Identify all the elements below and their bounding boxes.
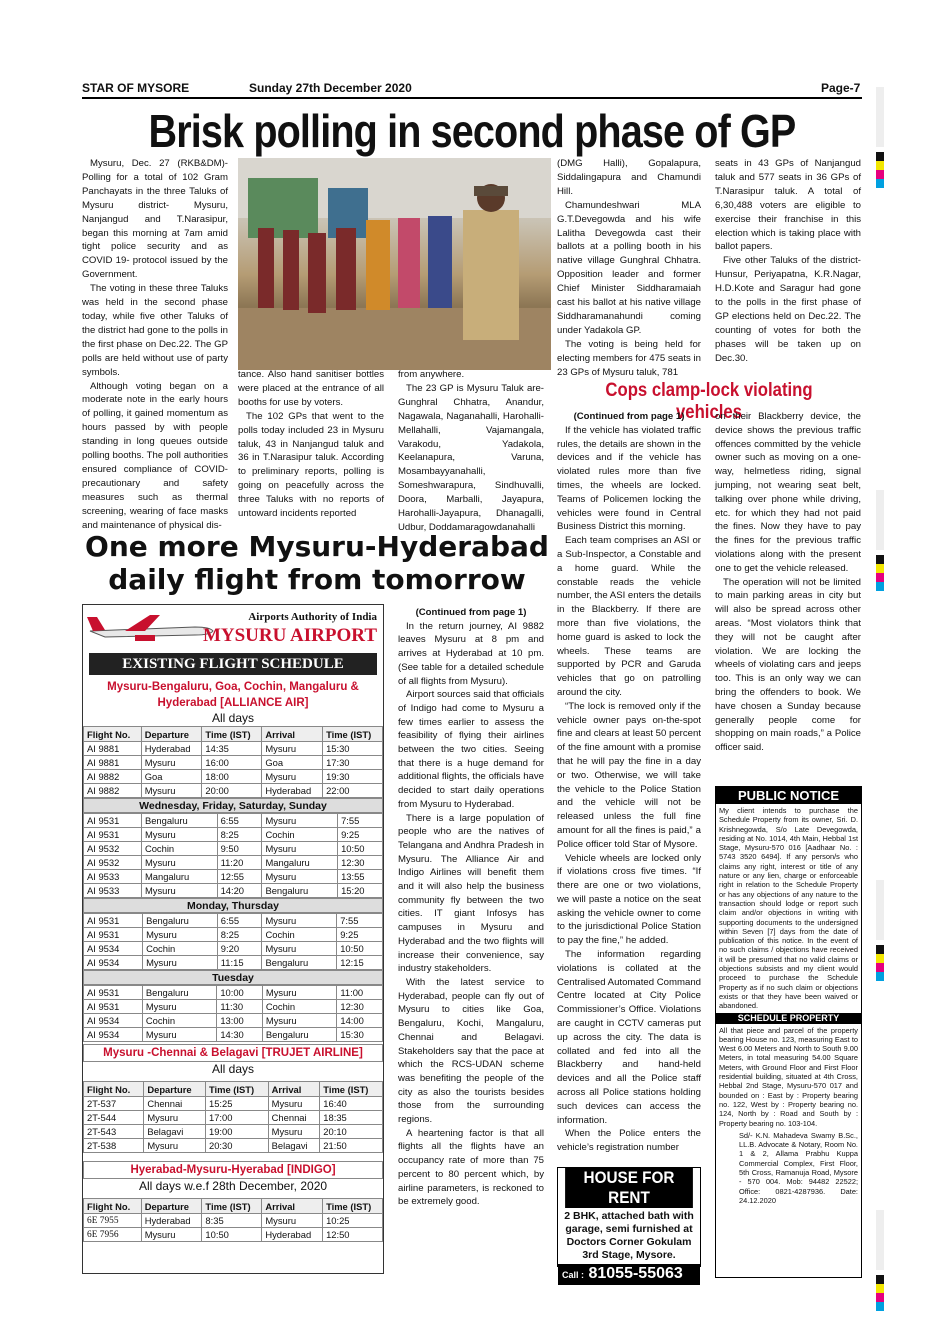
table-cell: 9:20 xyxy=(217,942,262,956)
table-row xyxy=(84,828,383,842)
paragraph: Airport sources said that officials of Indigo had come to Mysuru a few times earlier to assess the feasibility of flying their airlines between the two cities. Seeing that there is a huge demand for additional flights, the officials have decided to start daily operations from Mysuru to Hyderabad. xyxy=(398,689,544,810)
paragraph: Although voting began on a moderate note in the early hours of polling, it gained momentum as hours passed by with people standing in long queues outside polling booths. The poll authorities ensured compliance of COVID-precautionary and safety measures such as thermal screening, wearing of face masks and maintenance of physical dis- xyxy=(82,380,228,531)
paragraph: “The lock is removed only if the vehicle owner pays on-the-spot fine and clears at least 50 percent of the fine amount with a promise that he will pay the fine in a day or two. Otherwise, we will take the vehicle to the Police Station and the vehicle will not be released unless the full fine amount for all the fines is paid,” a Police officer told Star of Mysore. xyxy=(557,700,701,850)
table-cell: AI 9531 xyxy=(84,914,143,928)
table-cell: 10:50 xyxy=(202,1228,262,1242)
paragraph: from anywhere. xyxy=(398,369,465,380)
table-cell: Mysuru xyxy=(262,870,338,884)
paragraph: When the Police enters the vehicle’s registration number xyxy=(557,1128,701,1154)
table-cell: Mysuru xyxy=(141,784,202,798)
table-cell: Cochin xyxy=(262,928,337,942)
schedule-property-title: SCHEDULE PROPERTY xyxy=(716,1013,861,1024)
table-row xyxy=(84,956,383,970)
table-cell: 7:55 xyxy=(338,814,383,828)
flight-schedule-box xyxy=(82,604,384,1274)
table-cell: 12:15 xyxy=(337,956,383,970)
schedule-table xyxy=(83,813,383,898)
table-cell: 10:50 xyxy=(338,842,383,856)
days-bar: Wednesday, Friday, Saturday, Sunday xyxy=(83,798,383,813)
table-cell: 2T-544 xyxy=(84,1111,144,1125)
table-cell: AI 9531 xyxy=(84,814,142,828)
table-cell: 2T-538 xyxy=(84,1139,144,1153)
table-row xyxy=(84,942,383,956)
table-cell: Mysuru xyxy=(141,856,217,870)
photo-illustration xyxy=(238,158,551,370)
table-row xyxy=(84,756,383,770)
table-cell: Cochin xyxy=(141,842,217,856)
table-row xyxy=(84,1139,383,1153)
table-cell: Mysuru xyxy=(143,928,218,942)
table-cell: Chennai xyxy=(144,1097,206,1111)
schedule-table xyxy=(83,1081,383,1153)
table-cell: 2T-537 xyxy=(84,1097,144,1111)
table-cell: 22:00 xyxy=(323,784,383,798)
table-cell: AI 9533 xyxy=(84,884,142,898)
registration-strip xyxy=(876,880,884,940)
gp-col-1 xyxy=(82,157,228,532)
headline-flight xyxy=(82,530,552,596)
table-cell: 20:00 xyxy=(202,784,262,798)
paragraph: In the return journey, AI 9882 leaves Mysuru at 8 pm and arrives at Hyderabad at 10 pm. (See table for a detailed schedule of all flights from Mysuru). xyxy=(398,620,544,687)
schedule-table xyxy=(83,1198,383,1242)
headline-line: One more Mysuru-Hyderabad xyxy=(85,530,549,563)
table-cell: 16:00 xyxy=(202,756,262,770)
table-cell: 8:25 xyxy=(217,828,262,842)
cops-col-2 xyxy=(715,410,861,755)
gp-col-4 xyxy=(557,157,701,380)
table-cell: Hyderabad xyxy=(262,784,323,798)
paper-name: STAR OF MYSORE xyxy=(82,81,190,95)
paragraph: If the vehicle has violated traffic rules, the details are shown in the devices and if the vehicle has violated rules more than five times, the wheels are locked. Teams of Policemen locking the vehicles were found in Central Business District this morning. xyxy=(557,424,701,533)
table-row xyxy=(84,814,383,828)
advocate-signature: Sd/- K.N. Mahadeva Swamy B.Sc., LL.B. Advocate & Notary, Room No. 1 & 2, Allama Prabhu Kuppa Commercial Complex, First Floor, 5th Cross, Ramanuja Road, Mysore - 570 004. Mob: 94482 22522; Office: 0821-4287936. Date: 24.12.2020 xyxy=(739,1130,858,1205)
table-row xyxy=(84,870,383,884)
call-label: Call : xyxy=(562,1270,585,1280)
table-cell: 15:25 xyxy=(205,1097,268,1111)
col-header: Time (IST) xyxy=(323,727,383,742)
table-cell: 2T-543 xyxy=(84,1125,144,1139)
table-cell: 11:30 xyxy=(217,1000,263,1014)
page-number: Page-7 xyxy=(821,81,861,95)
ad-title: HOUSE FOR RENT xyxy=(565,1168,693,1208)
registration-strip xyxy=(876,490,884,550)
table-cell: 12:30 xyxy=(337,1000,383,1014)
table-cell: AI 9534 xyxy=(84,956,143,970)
col-header: Departure xyxy=(144,1082,206,1097)
table-row xyxy=(84,884,383,898)
table-cell: Mysuru xyxy=(262,1214,323,1228)
paragraph: The 23 GP is Mysuru Taluk are- Gunghral Chhatra, Anandur, Nagawala, Naganahalli, Harohalli-Mellahalli, Vajamangala, Varakodu, Yadakola, Keelanapura, Varuna, Mosambayyanahalli, Someshwarapura, Sindhuvalli, Doora, Marballi, Jayapura, Harohalli-Jayapura, Dhanagalli, Udbur, Doddamaragowdanahalli xyxy=(398,382,544,533)
table-cell: 14:35 xyxy=(202,742,262,756)
paragraph: The operation will not be limited to main parking areas in city but will also be spread across other areas. “Most violators think that they will not be caught after violation. We are locking the wheels of violating cars and jeeps too. This is an only way we can bring the offenders to book. We have chosen a Sunday because generally people come for shopping on main roads,” a Police officer said. xyxy=(715,576,861,754)
col-header: Time (IST) xyxy=(202,727,262,742)
paragraph: There is a large population of people who are the natives of Telangana and Andhra Pradesh in Mysuru. The Alliance Air and Indigo Airlines will benefit them and it will also help the business community fly between the two cities. IT giant Infosys has campuses in Mysuru and Hyderabad and the two flights will increase their convenience, say industry stakeholders. xyxy=(398,812,544,975)
table-cell: Cochin xyxy=(262,828,338,842)
paragraph: Mysuru, Dec. 27 (RKB&DM)- Polling for a total of 102 Gram Panchayats in the three Taluks of Mysuru district- Mysuru, Nanjangud and T.Narasipur, began this morning at 7am amid tight police security and as COVID 19- protocol issued by the Government. xyxy=(82,158,228,281)
table-cell: Mysuru xyxy=(141,828,217,842)
table-cell: AI 9531 xyxy=(84,928,143,942)
table-cell: 13:00 xyxy=(217,1014,263,1028)
registration-strip xyxy=(876,1210,884,1270)
table-row xyxy=(84,770,383,784)
table-cell: 10:00 xyxy=(217,986,263,1000)
paragraph: tance. Also hand sanitiser bottles were placed at the entrance of all booths for use by voters. xyxy=(238,369,384,408)
table-cell: 20:10 xyxy=(320,1125,383,1139)
table-cell: 12:55 xyxy=(217,870,262,884)
table-cell: 14:00 xyxy=(337,1014,383,1028)
schedule-banner: EXISTING FLIGHT SCHEDULE xyxy=(89,653,377,675)
registration-mark xyxy=(876,1275,884,1311)
paragraph: The voting in these three Taluks was held in the second phase today, while five other Taluks of the district had gone to the polls in the first phase on Dec.22. The GP polls are held without use of party symbols. xyxy=(82,283,228,378)
table-cell: 18:00 xyxy=(202,770,262,784)
table-row xyxy=(84,1000,383,1014)
table-cell: AI 9533 xyxy=(84,870,142,884)
gp-col-5 xyxy=(715,157,861,366)
table-cell: Goa xyxy=(141,770,202,784)
table-cell: Mysuru xyxy=(141,756,202,770)
continued-label: (Continued from page 1) xyxy=(415,607,527,618)
days-bar: Monday, Thursday xyxy=(83,898,383,913)
ad-body: 2 BHK, attached bath with garage, semi furnished at Doctors Corner Gokulam 3rd Stage, Mysore. xyxy=(564,1210,694,1261)
table-cell: Cochin xyxy=(262,1000,336,1014)
table-cell: Mysuru xyxy=(142,1028,216,1042)
table-cell: AI 9534 xyxy=(84,1014,143,1028)
table-cell: 7:55 xyxy=(337,914,383,928)
table-cell: AI 9534 xyxy=(84,1028,143,1042)
table-cell: Bengaluru xyxy=(142,986,216,1000)
table-cell: 19:30 xyxy=(323,770,383,784)
table-cell: 19:00 xyxy=(205,1125,268,1139)
table-cell: Bengaluru xyxy=(262,1028,336,1042)
registration-mark xyxy=(876,945,884,981)
table-cell: AI 9532 xyxy=(84,842,142,856)
table-cell: Mysuru xyxy=(262,914,337,928)
table-cell: AI 9531 xyxy=(84,1000,143,1014)
table-row xyxy=(84,1228,383,1242)
table-row xyxy=(84,1214,383,1228)
table-cell: Belagavi xyxy=(144,1125,206,1139)
table-cell: Bengaluru xyxy=(141,814,217,828)
ad-phone: 81055-55063 xyxy=(588,1265,683,1282)
table-cell: AI 9532 xyxy=(84,856,142,870)
col-header: Flight No. xyxy=(84,727,142,742)
table-cell: Mysuru xyxy=(143,956,218,970)
table-row xyxy=(84,784,383,798)
issue-date: Sunday 27th December 2020 xyxy=(249,81,412,95)
section-title: Mysuru -Chennai & Belagavi [TRUJET AIRLINE] xyxy=(83,1044,383,1062)
table-cell: 16:40 xyxy=(320,1097,383,1111)
table-cell: Mysuru xyxy=(144,1139,206,1153)
table-cell: 10:50 xyxy=(337,942,383,956)
table-cell: AI 9531 xyxy=(84,828,142,842)
paragraph: The voting is being held for electing members for 475 seats in 23 GPs of Mysuru taluk, 781 xyxy=(557,338,701,378)
gp-col-3 xyxy=(398,368,544,535)
col-header: Time (IST) xyxy=(320,1082,383,1097)
notice-title: PUBLIC NOTICE xyxy=(716,787,861,804)
table-cell: 6E 7955 xyxy=(84,1214,142,1228)
schedule-table xyxy=(83,913,383,970)
table-cell: Mysuru xyxy=(262,942,337,956)
paragraph: Each team comprises an ASI or a Sub-Inspector, a Constable and a home guard. While the constable reads the vehicle number, the ASI enters the details in the Blackberry. If there are more than five violations, the home guard is asked to lock the wheels. These teams are supported by PCR and Garuda vehicles that go on patrolling around the city. xyxy=(557,535,701,698)
table-cell: 6:55 xyxy=(217,814,262,828)
polling-queue-photo xyxy=(238,158,551,370)
table-row xyxy=(84,1097,383,1111)
table-cell: AI 9534 xyxy=(84,942,143,956)
table-cell: 15:30 xyxy=(323,742,383,756)
table-cell: Hyderabad xyxy=(262,1228,323,1242)
table-cell: Hyderabad xyxy=(141,742,202,756)
public-notice xyxy=(715,786,862,1278)
table-cell: 9:25 xyxy=(337,928,383,942)
airport-name: MYSURU AIRPORT xyxy=(202,625,377,646)
airplane-icon xyxy=(85,609,215,649)
registration-mark xyxy=(876,152,884,188)
table-cell: Mysuru xyxy=(141,884,217,898)
table-row xyxy=(84,914,383,928)
table-cell: 17:30 xyxy=(323,756,383,770)
col-header: Departure xyxy=(141,1199,202,1214)
header-rule xyxy=(82,97,862,99)
table-cell: 12:50 xyxy=(323,1228,383,1242)
col-header: Arrival xyxy=(262,1199,323,1214)
paragraph: Vehicle wheels are locked only if violations cross five times. “If there are one or two violations, we will paste a notice on the seat asking the vehicle owner to come to the jurisdictional Police Station to pay the fine,” he added. xyxy=(557,852,701,947)
col-header: Time (IST) xyxy=(202,1199,262,1214)
table-row xyxy=(84,1014,383,1028)
schedule-property-body: All that piece and parcel of the property bearing House no. 123, measuring East to West 6.00 Meters and North to South 9.00 Meters, in total measuring 54.00 Square Meters, with Ground Floor and First Floor residential building, situated at 4th Cross, Hebbal 2nd Stage, Mysuru-570 017 and bounded on : East by : Property bearing no. 122, West by : Property bearing no. 124, North by : Road and South by : Property bearing no. 103-104. xyxy=(719,1025,858,1128)
table-cell: Bengaluru xyxy=(262,884,338,898)
table-cell: Mysuru xyxy=(268,1125,320,1139)
section-title: Hyerabad-Mysuru-Hyerabad [INDIGO] xyxy=(83,1161,383,1179)
table-cell: AI 9881 xyxy=(84,756,142,770)
table-cell: Mysuru xyxy=(262,842,338,856)
flight-story-col xyxy=(398,606,544,1209)
table-cell: 8:35 xyxy=(202,1214,262,1228)
col-header: Arrival xyxy=(262,727,323,742)
gp-col-2 xyxy=(238,368,384,521)
section-days: All days xyxy=(211,711,255,725)
ad-phone-bar xyxy=(558,1264,700,1285)
table-cell: 18:35 xyxy=(320,1111,383,1125)
table-row xyxy=(84,928,383,942)
days-bar: Tuesday xyxy=(83,970,383,985)
table-cell: 20:30 xyxy=(205,1139,268,1153)
table-cell: Mangaluru xyxy=(262,856,338,870)
col-header: Departure xyxy=(141,727,202,742)
table-cell: Mangaluru xyxy=(141,870,217,884)
table-cell: 13:55 xyxy=(338,870,383,884)
section-title: Mysuru-Bengaluru, Goa, Cochin, Mangaluru & Hyderabad [ALLIANCE AIR] xyxy=(107,681,359,709)
table-cell: Hyderabad xyxy=(141,1214,202,1228)
table-cell: AI 9882 xyxy=(84,770,142,784)
table-cell: 9:25 xyxy=(338,828,383,842)
table-cell: 14:20 xyxy=(217,884,262,898)
table-cell: Mysuru xyxy=(262,986,336,1000)
headline-gp-polls: Brisk polling in second phase of GP xyxy=(148,105,796,157)
table-cell: 17:00 xyxy=(205,1111,268,1125)
table-cell: Mysuru xyxy=(142,1000,216,1014)
table-cell: Mysuru xyxy=(262,814,338,828)
table-cell: Mysuru xyxy=(144,1111,206,1125)
section-days: All days w.e.f 28th December, 2020 xyxy=(138,1179,328,1193)
section-days: All days xyxy=(211,1062,255,1076)
table-cell: Belagavi xyxy=(268,1139,320,1153)
table-cell: Mysuru xyxy=(141,1228,202,1242)
col-header: Time (IST) xyxy=(205,1082,268,1097)
schedule-table xyxy=(83,985,383,1042)
headline-line: daily flight from tomorrow xyxy=(108,563,526,596)
table-cell: Chennai xyxy=(268,1111,320,1125)
table-cell: Mysuru xyxy=(262,742,323,756)
continued-label: (Continued from page 1) xyxy=(573,411,685,422)
paragraph: Five other Taluks of the district-Hunsur, Periyapatna, K.R.Nagar, H.D.Kote and Saragur had gone to the polls in the first phase of GP elections held on Dec.22. The counting of votes for both the phases will be taken up on Dec.30. xyxy=(715,255,861,364)
col-header: Time (IST) xyxy=(323,1199,383,1214)
table-cell: 15:30 xyxy=(337,1028,383,1042)
table-cell: Goa xyxy=(262,756,323,770)
paragraph: (DMG Halli), Gopalapura, Siddalingapura and Chamundi Hill. xyxy=(557,158,701,197)
table-cell: 21:50 xyxy=(320,1139,383,1153)
table-cell: 14:30 xyxy=(217,1028,263,1042)
table-cell: Cochin xyxy=(142,1014,216,1028)
paragraph: The 102 GPs that went to the polls today included 23 in Mysuru taluk, 43 in Nanjangud taluk and 36 in T.Narasipur taluk. According to preliminary reports, polling is going on peacefully across the three Taluks with no reports of untoward incidents reported xyxy=(238,410,384,520)
paragraph: Chamundeshwari MLA G.T.Devegowda and his wife Lalitha Devegowda cast their ballots at a polling booth in his native village Gunghral Chhatra. Opposition leader and former Chief Minister Siddharamaiah cast his ballot at his native village Siddharamanahundi coming under Yadakola GP. xyxy=(557,199,701,336)
table-row xyxy=(84,1111,383,1125)
table-row xyxy=(84,1028,383,1042)
table-cell: Mysuru xyxy=(268,1097,320,1111)
table-cell: 10:25 xyxy=(323,1214,383,1228)
table-row xyxy=(84,986,383,1000)
table-cell: 11:00 xyxy=(337,986,383,1000)
table-cell: Mysuru xyxy=(262,1014,336,1028)
house-rent-ad xyxy=(557,1167,701,1282)
paragraph: A heartening factor is that all flights all the flights have an occupancy rate of more than 75 percent to 80 percent which, by airline parameters, is reckoned to be extremely good. xyxy=(398,1127,544,1208)
col-header: Flight No. xyxy=(84,1082,144,1097)
cops-col-1 xyxy=(557,410,701,1155)
paragraph: on their Blackberry device, the device shows the previous traffic offences committed by the vehicle owner such as moving on a one-way, helmetless riding, signal jumping, not wearing seat belt, talking over phone while driving, etc. for which they had not paid the fines. Now they have to pay the fines for the previous traffic violations along with the present one to get the vehicle released. xyxy=(715,411,861,574)
col-header: Arrival xyxy=(268,1082,320,1097)
table-cell: AI 9882 xyxy=(84,784,142,798)
registration-mark xyxy=(876,555,884,591)
table-cell: 12:30 xyxy=(338,856,383,870)
table-cell: 6E 7956 xyxy=(84,1228,142,1242)
table-cell: Mysuru xyxy=(262,770,323,784)
table-cell: 9:50 xyxy=(217,842,262,856)
registration-strip xyxy=(876,87,884,147)
table-cell: 15:20 xyxy=(338,884,383,898)
notice-body: My client intends to purchase the Schedule Property from its owner, Sri. D. Krishnegowda, S/o Late Devegowda, residing at No. 1014, 4th Main, Hebbal 1st Stage, Mysuru-570 016 [Aadhaar No. : 5743 3520 6494]. If any person/s who claims any right, interest or title of any nature or any lien, charge or enforceable right in relation to the Schedule Property or has any objections of any nature to the transaction should lodge or report such claim and/or objections in writing with supporting documents to the undersigned within Seven [7] days from the date of publication of this notice. In the event of no such claims / objections have received it will be presumed that no valid claims or objections subsists and my client would proceed to purchase the Schedule Property as if no such claim or objections exists or that they have been waived or abandoned. xyxy=(719,806,858,1011)
table-cell: AI 9531 xyxy=(84,986,143,1000)
table-cell: Bengaluru xyxy=(262,956,337,970)
table-cell: 11:15 xyxy=(217,956,262,970)
table-cell: Cochin xyxy=(143,942,218,956)
table-cell: AI 9881 xyxy=(84,742,142,756)
col-header: Flight No. xyxy=(84,1199,142,1214)
table-row xyxy=(84,1125,383,1139)
table-cell: 8:25 xyxy=(217,928,262,942)
headline-cops: Cops clamp-lock violating vehicles xyxy=(605,380,813,423)
paragraph: The information regarding violations is collated at the Centralised Automated Command Centre located at City Police Commissioner’s Office. Violations are caught in CCTV cameras put up across the city. The data is collated and fed into all the Blackberry and hand-held devices and all the Police staff across all Police stations holding such devices can access the information. xyxy=(557,949,701,1126)
table-row xyxy=(84,842,383,856)
paragraph: seats in 43 GPs of Nanjangud taluk and 577 seats in 36 GPs of T.Narasipur taluk. A total of 6,30,488 voters are eligible to exercise their franchise in this election which is taking place with ballot papers. xyxy=(715,158,861,253)
schedule-table xyxy=(83,726,383,798)
table-cell: 11:20 xyxy=(217,856,262,870)
schedule-header xyxy=(83,605,383,653)
paragraph: With the latest service to Hyderabad, people can fly out of Mysuru to cities like Goa, Bengaluru, Kochi, Mangaluru, Chennai and Belagavi. Stakeholders say that the pace at which the RCS-UDAN scheme was benefiting the people of the city as also the tourists besides those from the surrounding regions. xyxy=(398,976,544,1126)
table-cell: 6:55 xyxy=(217,914,262,928)
table-cell: Bengaluru xyxy=(143,914,218,928)
table-row xyxy=(84,742,383,756)
table-row xyxy=(84,856,383,870)
authority-label: Airports Authority of India xyxy=(248,611,377,623)
